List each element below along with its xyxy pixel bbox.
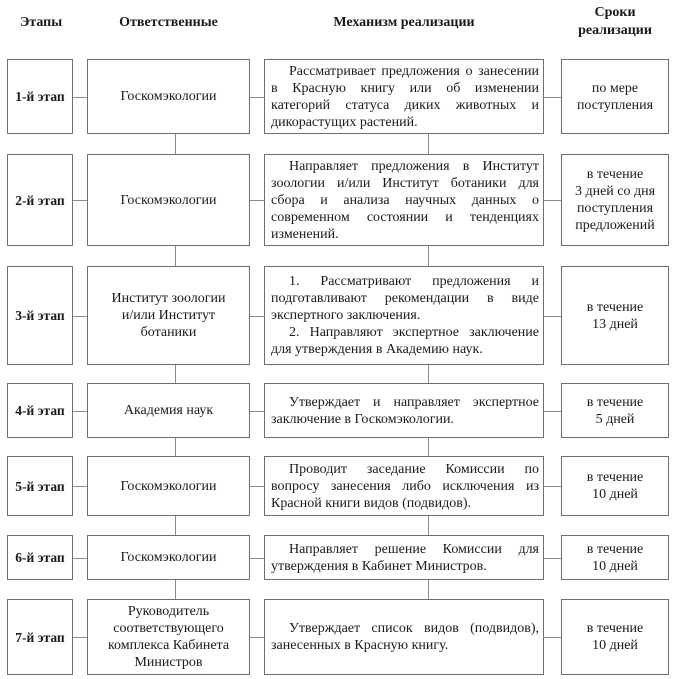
terms-line: поступления (576, 201, 654, 216)
terms-line: 3 дней со дня (574, 184, 656, 199)
stage-box (7, 535, 73, 580)
stage-label: 6-й этап (15, 550, 65, 565)
mechanism-box (264, 456, 544, 516)
mechanism-box (264, 535, 544, 580)
connector-responsible-down (175, 438, 176, 456)
mechanism-box (264, 266, 544, 365)
mechanism-paragraph: Направляет решение Комиссии для утверждения в Кабинет Министров. (271, 541, 539, 574)
connector-responsible-down (175, 580, 176, 599)
connector-responsible-mechanism (250, 97, 264, 98)
connector-mechanism-down (428, 246, 429, 266)
connector-stage-responsible (73, 486, 87, 487)
terms-line: в течение (586, 394, 644, 410)
mechanism-text (271, 541, 539, 575)
connector-responsible-down (175, 246, 176, 266)
terms-box (561, 599, 669, 675)
responsible-line: Министров (134, 655, 203, 670)
mechanism-box (264, 599, 544, 675)
responsible-box (87, 599, 250, 675)
responsible-line: Институт зоологии (111, 291, 226, 306)
terms-line: 10 дней (592, 638, 638, 653)
connector-mechanism-down (428, 134, 429, 154)
stage-box (7, 154, 73, 246)
connector-responsible-mechanism (250, 316, 264, 317)
terms-box (561, 154, 669, 246)
connector-responsible-mechanism (250, 558, 264, 559)
terms-text (587, 620, 644, 654)
responsible-line: соответствующего (113, 621, 224, 636)
header-mechanism: Механизм реализации (333, 15, 475, 30)
terms-line: 13 дней (592, 316, 638, 332)
connector-stage-responsible (73, 411, 87, 412)
header-terms (561, 4, 669, 40)
responsible-box (87, 535, 250, 580)
mechanism-paragraph: Утверждает список видов (подвидов), занесенных в Красную книгу. (271, 621, 539, 653)
connector-responsible-mechanism (250, 486, 264, 487)
terms-line: в течение (586, 621, 644, 636)
terms-line: по мере (591, 80, 639, 96)
connector-responsible-down (175, 516, 176, 535)
mechanism-box (264, 59, 544, 134)
connector-responsible-down (175, 134, 176, 154)
connector-responsible-mechanism (250, 200, 264, 201)
stage-label: 5-й этап (15, 478, 65, 494)
terms-line: 5 дней (595, 411, 635, 427)
mechanism-paragraph: Рассматривает предложения о занесении в Красную книгу или об изменении категорий статуса диких животных и дикорастущих растений. (271, 63, 539, 130)
mechanism-paragraph: Проводит заседание Комиссии по вопросу занесения либо исключения из Красной книги видов (подвидов). (271, 461, 539, 511)
connector-mechanism-terms (544, 558, 561, 559)
mechanism-text (271, 394, 539, 428)
terms-text (587, 394, 644, 428)
terms-line: в течение (586, 299, 644, 315)
terms-text (575, 166, 655, 234)
stage-label: 3-й этап (15, 308, 65, 323)
mechanism-text (271, 63, 539, 131)
terms-box (561, 535, 669, 580)
responsible-text (121, 478, 217, 495)
responsible-text (121, 192, 217, 209)
mechanism-text (271, 461, 539, 512)
terms-line: поступления (576, 97, 654, 113)
connector-responsible-down (175, 365, 176, 383)
header-terms-line1: Сроки (594, 5, 636, 20)
mechanism-box (264, 154, 544, 246)
stage-label: 7-й этап (15, 629, 65, 645)
connector-mechanism-down (428, 516, 429, 535)
connector-stage-responsible (73, 97, 87, 98)
connector-mechanism-terms (544, 200, 561, 201)
responsible-text (112, 290, 226, 341)
terms-box (561, 383, 669, 438)
connector-mechanism-terms (544, 486, 561, 487)
responsible-text (121, 549, 217, 566)
responsible-line: Академия наук (123, 403, 214, 418)
responsible-text (108, 603, 229, 671)
stage-box (7, 59, 73, 134)
terms-line: предложений (575, 218, 655, 233)
terms-box (561, 456, 669, 516)
mechanism-paragraph: Утверждает и направляет экспертное заключение в Госкомэкологии. (271, 394, 539, 427)
responsible-line: комплекса Кабинета (107, 638, 230, 653)
connector-stage-responsible (73, 316, 87, 317)
responsible-line: и/или Институт (121, 308, 216, 323)
responsible-line: Госкомэкологии (120, 192, 217, 208)
header-responsible: Ответственные (119, 15, 218, 30)
stage-label: 2-й этап (15, 192, 65, 208)
connector-mechanism-down (428, 580, 429, 599)
terms-line: в течение (586, 470, 644, 485)
mechanism-paragraph: Направляет предложения в Институт зоологии и/или Институт ботаники для сбора и анализа научных данных о современном состоянии и тенденциях изменений. (271, 158, 539, 242)
stage-label: 4-й этап (15, 403, 65, 418)
mechanism-text (271, 273, 539, 358)
mechanism-text (271, 158, 539, 243)
header-terms-line2: реализации (578, 23, 652, 38)
terms-line: в течение (586, 541, 644, 557)
responsible-line: ботаники (140, 325, 197, 340)
terms-text (587, 541, 644, 575)
connector-responsible-mechanism (250, 411, 264, 412)
responsible-text (124, 402, 213, 419)
responsible-box (87, 383, 250, 438)
responsible-box (87, 456, 250, 516)
responsible-line: Руководитель (127, 604, 210, 619)
stage-box (7, 599, 73, 675)
terms-box (561, 266, 669, 365)
terms-line: 10 дней (592, 487, 638, 502)
terms-text (587, 299, 644, 333)
connector-mechanism-terms (544, 316, 561, 317)
responsible-box (87, 59, 250, 134)
responsible-box (87, 266, 250, 365)
mechanism-text (271, 620, 539, 654)
connector-mechanism-terms (544, 411, 561, 412)
header-stages: Этапы (19, 15, 63, 30)
terms-box (561, 59, 669, 134)
responsible-line: Госкомэкологии (120, 89, 217, 104)
terms-text (587, 469, 644, 503)
responsible-line: Госкомэкологии (120, 478, 217, 494)
connector-mechanism-down (428, 365, 429, 383)
stage-label: 1-й этап (15, 89, 65, 104)
connector-mechanism-down (428, 438, 429, 456)
terms-line: в течение (586, 167, 644, 182)
responsible-box (87, 154, 250, 246)
stage-box (7, 456, 73, 516)
responsible-line: Госкомэкологии (120, 550, 217, 565)
connector-stage-responsible (73, 637, 87, 638)
connector-stage-responsible (73, 200, 87, 201)
mechanism-paragraph: 1. Рассматривают предложения и подготавливают рекомендации в виде экспертного заключения. (271, 274, 539, 323)
mechanism-paragraph: 2. Направляют экспертное заключение для утверждения в Академию наук. (271, 325, 539, 357)
connector-stage-responsible (73, 558, 87, 559)
terms-text (577, 80, 653, 114)
stage-box (7, 266, 73, 365)
terms-line: 10 дней (592, 558, 638, 574)
mechanism-box (264, 383, 544, 438)
responsible-text (121, 88, 217, 105)
connector-mechanism-terms (544, 637, 561, 638)
connector-responsible-mechanism (250, 637, 264, 638)
connector-mechanism-terms (544, 97, 561, 98)
stage-box (7, 383, 73, 438)
